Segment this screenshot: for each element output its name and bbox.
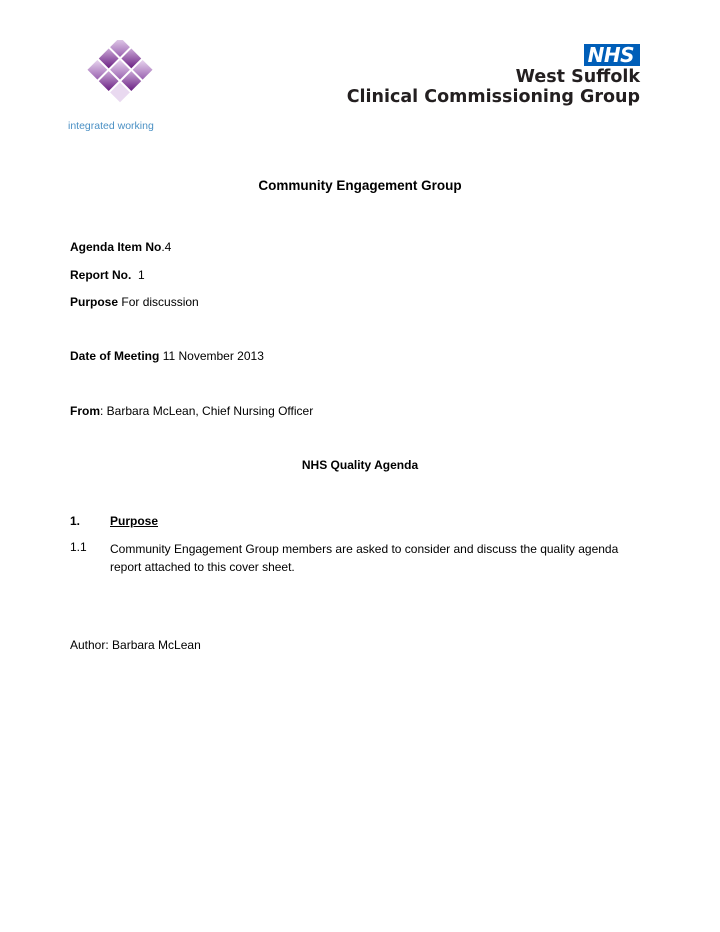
org-name-line2: Clinical Commissioning Group bbox=[346, 87, 640, 107]
from-line bbox=[70, 404, 313, 418]
section-heading: Purpose bbox=[110, 514, 159, 528]
section-title: NHS Quality Agenda bbox=[301, 458, 419, 472]
nhs-west-suffolk-logo bbox=[347, 44, 640, 107]
purpose-value: For discussion bbox=[121, 295, 199, 309]
report-no-value: 1 bbox=[138, 268, 145, 282]
document-title: Community Engagement Group bbox=[258, 178, 462, 193]
date-line bbox=[70, 349, 264, 363]
from-label: From bbox=[70, 404, 100, 418]
agenda-item-value: .4 bbox=[161, 240, 172, 254]
nhs-badge: NHS bbox=[584, 44, 640, 66]
logo-tagline: integrated working bbox=[68, 120, 154, 132]
date-value: 11 November 2013 bbox=[162, 349, 264, 363]
report-no-line bbox=[70, 268, 145, 282]
from-value: : Barbara McLean, Chief Nursing Officer bbox=[100, 404, 314, 418]
agenda-item-label: Agenda Item No bbox=[70, 240, 162, 254]
section-number: 1. bbox=[70, 514, 81, 528]
paragraph-text: Community Engagement Group members are asked to consider and discuss the quality agenda report attached to this cover sheet. bbox=[110, 542, 619, 574]
purpose-line bbox=[70, 295, 199, 309]
purpose-label: Purpose bbox=[70, 295, 119, 309]
report-no-label: Report No. bbox=[70, 268, 132, 282]
org-name-line1: West Suffolk bbox=[515, 67, 640, 87]
date-label: Date of Meeting bbox=[70, 349, 160, 363]
integrated-working-logo bbox=[68, 40, 158, 135]
agenda-item-line bbox=[70, 240, 171, 254]
author-line: Author: Barbara McLean bbox=[70, 638, 201, 652]
paragraph-number: 1.1 bbox=[70, 540, 87, 554]
purple-diamond-lattice-icon bbox=[80, 40, 160, 108]
